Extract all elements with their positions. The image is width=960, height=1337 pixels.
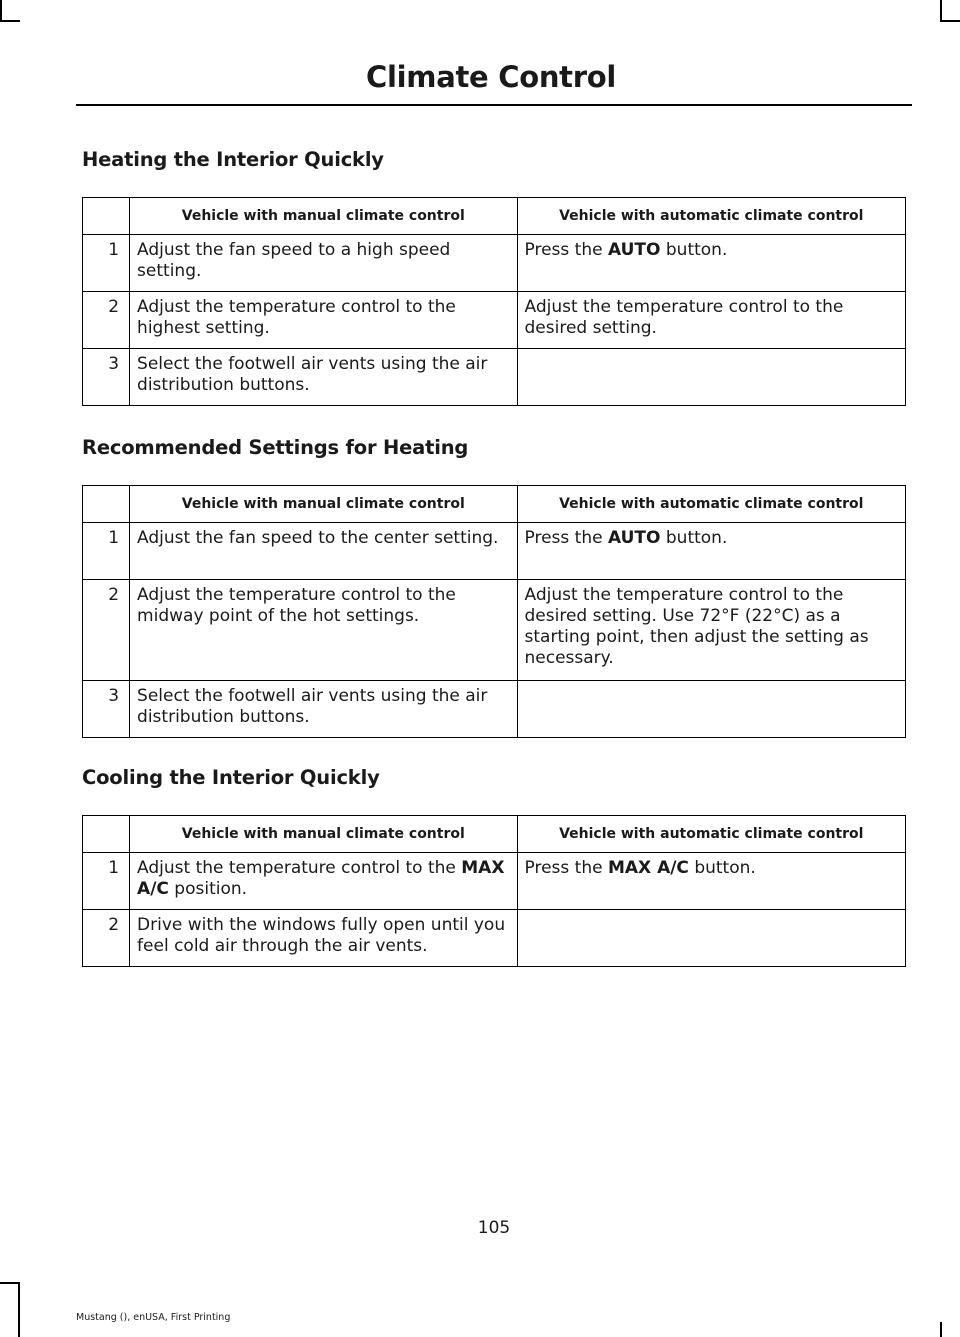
crop-mark-bottom-left: [18, 1282, 20, 1337]
row-number: 2: [83, 292, 130, 349]
climate-table: [82, 485, 906, 738]
table-row: [83, 681, 906, 738]
step-text: position.: [168, 879, 248, 899]
section-heading: Cooling the Interior Quickly: [82, 766, 380, 789]
table-header-row: [83, 486, 906, 523]
footer-edition-note: Mustang (), enUSA, First Printing: [76, 1312, 231, 1323]
step-text: button.: [688, 858, 756, 878]
crop-mark-top-right-h: [940, 20, 960, 22]
automatic-step: [517, 235, 905, 292]
automatic-step: [517, 681, 905, 738]
manual-step: [130, 580, 517, 681]
button-label-max-ac: MAX A/C: [137, 858, 505, 899]
automatic-step: [517, 349, 905, 406]
section-heading: Heating the Interior Quickly: [82, 148, 384, 171]
header-number: [83, 198, 130, 235]
crop-mark-top-left: [0, 0, 2, 20]
section-cooling-quickly: [82, 763, 906, 967]
step-text: Select the footwell air vents using the air distribution buttons.: [137, 354, 488, 395]
table-row: [83, 292, 906, 349]
row-number: 1: [83, 235, 130, 292]
page-title: Climate Control: [366, 60, 616, 94]
table-header-row: [83, 816, 906, 853]
step-text: button.: [660, 528, 728, 548]
table-header-row: [83, 198, 906, 235]
row-number: 1: [83, 523, 130, 580]
row-number: 2: [83, 580, 130, 681]
step-text: Adjust the fan speed to a high speed setting.: [137, 240, 451, 281]
row-number: 3: [83, 349, 130, 406]
step-text: Press the: [524, 240, 608, 260]
header-automatic: Vehicle with automatic climate control: [517, 198, 905, 235]
header-manual: Vehicle with manual climate control: [130, 816, 517, 853]
automatic-step: [517, 910, 905, 967]
automatic-step: [517, 523, 905, 580]
manual-step: [130, 681, 517, 738]
header-manual: Vehicle with manual climate control: [130, 486, 517, 523]
button-label-max-ac: MAX A/C: [607, 858, 689, 878]
crop-mark-bottom-left-h: [0, 1282, 20, 1284]
crop-mark-top-left-h: [0, 20, 20, 22]
crop-mark-top-right: [940, 0, 942, 20]
button-label-auto: AUTO: [607, 240, 661, 260]
climate-table: [82, 815, 906, 967]
automatic-step: [517, 853, 905, 910]
step-text: Adjust the temperature control to the midway point of the hot settings.: [137, 585, 456, 626]
row-number: 3: [83, 681, 130, 738]
step-text: Select the footwell air vents using the air distribution buttons.: [137, 686, 488, 727]
automatic-step: [517, 292, 905, 349]
section-recommended-heating: [82, 433, 906, 738]
section-heading: Recommended Settings for Heating: [82, 436, 469, 459]
row-number: 1: [83, 853, 130, 910]
step-text: Drive with the windows fully open until you feel cold air through the air vents.: [137, 915, 506, 956]
header-manual: Vehicle with manual climate control: [130, 198, 517, 235]
automatic-step: [517, 580, 905, 681]
crop-mark-bottom-right: [940, 1322, 942, 1337]
step-text: Adjust the temperature control to the highest setting.: [137, 297, 456, 338]
table-row: [83, 910, 906, 967]
manual-step: [130, 523, 517, 580]
climate-table: [82, 197, 906, 406]
table-row: [83, 349, 906, 406]
step-text: Adjust the fan speed to the center setting.: [137, 528, 499, 548]
table-row: [83, 235, 906, 292]
step-text: Adjust the temperature control to the: [137, 858, 462, 878]
table-row: [83, 580, 906, 681]
manual-step: [130, 349, 517, 406]
step-text: Adjust the temperature control to the desired setting. Use 72°F (22°C) as a starting point, then adjust the setting as necessary.: [524, 585, 869, 668]
button-label-auto: AUTO: [607, 528, 661, 548]
header-rule: [76, 104, 912, 106]
step-text: Press the: [524, 528, 608, 548]
manual-step: [130, 910, 517, 967]
table-row: [83, 523, 906, 580]
manual-step: [130, 235, 517, 292]
header-automatic: Vehicle with automatic climate control: [517, 816, 905, 853]
step-text: Adjust the temperature control to the desired setting.: [524, 297, 844, 338]
manual-step: [130, 853, 517, 910]
page-number: 105: [477, 1218, 511, 1238]
section-heating-quickly: [82, 145, 906, 406]
step-text: Press the: [524, 858, 608, 878]
header-number: [83, 486, 130, 523]
header-number: [83, 816, 130, 853]
row-number: 2: [83, 910, 130, 967]
manual-step: [130, 292, 517, 349]
header-automatic: Vehicle with automatic climate control: [517, 486, 905, 523]
step-text: button.: [660, 240, 728, 260]
table-row: [83, 853, 906, 910]
